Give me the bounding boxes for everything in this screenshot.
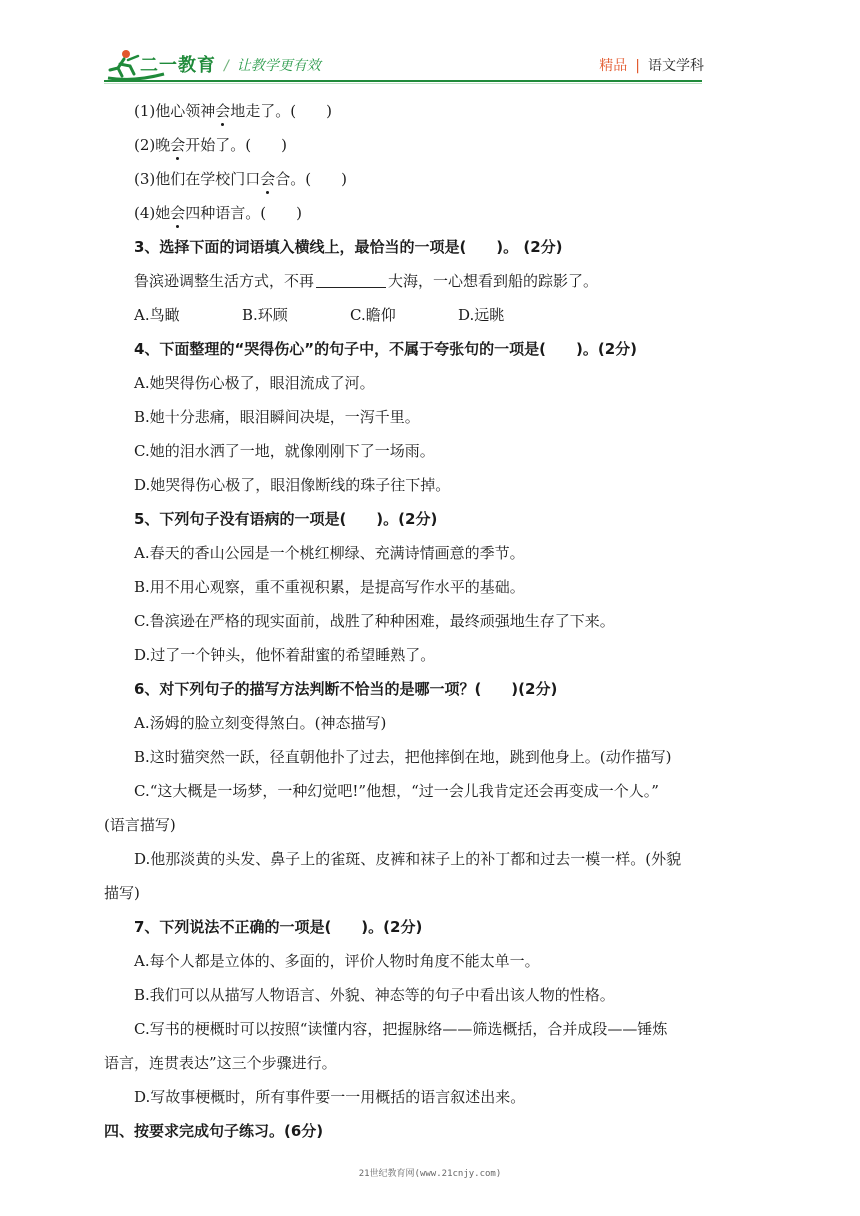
option-d: D.她哭得伤心极了，眼泪像断线的珠子往下掉。 bbox=[134, 476, 451, 494]
question-3-options bbox=[104, 298, 762, 332]
option-a: A.每个人都是立体的、多面的，评价人物时角度不能太单一。 bbox=[134, 952, 540, 970]
question-4-title: 4、下面整理的“哭得伤心”的句子中，不属于夸张句的一项是( )。(2分) bbox=[134, 340, 638, 358]
option-c: C.瞻仰 bbox=[350, 306, 396, 324]
option-c: C.写书的梗概时可以按照“读懂内容，把握脉络——筛选概括，合并成段——锤炼 bbox=[134, 1020, 668, 1038]
question-7-title: 7、下列说法不正确的一项是( )。(2分) bbox=[134, 918, 423, 936]
question-3-sentence: 鲁滨逊调整生活方式，不再 大海，一心想看到船的踪影了。 bbox=[134, 272, 599, 290]
quality-tag: 精品 bbox=[599, 58, 628, 74]
slogan: / 让教学更有效 bbox=[224, 58, 321, 74]
option-d: D.远眺 bbox=[458, 306, 505, 324]
question-3-title: 3、选择下面的词语填入横线上，最恰当的一项是( )。 (2分) bbox=[134, 238, 563, 256]
section-4-title: 四、按要求完成句子练习。(6分) bbox=[104, 1122, 324, 1140]
option-c: C.“这大概是一场梦，一种幻觉吧!”他想，“过一会儿我肯定还会再变成一个人。” bbox=[134, 782, 659, 800]
option-d: D.他那淡黄的头发、鼻子上的雀斑、皮裤和袜子上的补丁都和过去一模一样。(外貌 bbox=[134, 850, 682, 868]
option-b: B.她十分悲痛，眼泪瞬间决堤，一泻千里。 bbox=[134, 408, 420, 426]
fill-blank bbox=[316, 271, 386, 288]
option-c: C.她的泪水洒了一地，就像刚刚下了一场雨。 bbox=[134, 442, 435, 460]
option-d-continued: 描写) bbox=[104, 884, 140, 902]
question-6-title: 6、对下列句子的描写方法判断不恰当的是哪一项？( )(2分) bbox=[134, 680, 558, 698]
document-body bbox=[104, 94, 762, 1148]
option-d: D.写故事梗概时，所有事件要一一用概括的语言叙述出来。 bbox=[134, 1088, 526, 1106]
option-b: B.环顾 bbox=[242, 306, 288, 324]
option-a: A.鸟瞰 bbox=[134, 306, 180, 324]
header-rule-thin bbox=[104, 83, 702, 84]
option-d: D.过了一个钟头，他怀着甜蜜的希望睡熟了。 bbox=[134, 646, 436, 664]
option-a: A.汤姆的脸立刻变得煞白。(神态描写) bbox=[134, 714, 387, 732]
page-footer: 21世纪教育网(www.21cnjy.com) bbox=[358, 1169, 502, 1179]
list-item: (2)晚会开始了。( ) bbox=[104, 128, 762, 162]
header-tags: 精品 | 语文学科 bbox=[599, 58, 704, 74]
list-item: (4)她会四种语言。( ) bbox=[104, 196, 762, 230]
option-c: C.鲁滨逊在严格的现实面前，战胜了种种困难，最终顽强地生存了下来。 bbox=[134, 612, 615, 630]
option-c-continued: (语言描写) bbox=[104, 816, 176, 834]
option-b: B.这时猫突然一跃，径直朝他扑了过去，把他摔倒在地，跳到他身上。(动作描写) bbox=[134, 748, 672, 766]
option-c-continued: 语言，连贯表达”这三个步骤进行。 bbox=[104, 1054, 337, 1072]
brand-name: 二一教育 bbox=[140, 55, 216, 76]
question-5-title: 5、下列句子没有语病的一项是( )。(2分) bbox=[134, 510, 438, 528]
list-item: (1)他心领神会地走了。( ) bbox=[104, 94, 762, 128]
list-item: (3)他们在学校门口会合。( ) bbox=[104, 162, 762, 196]
option-b: B.我们可以从描写人物语言、外貌、神态等的句子中看出该人物的性格。 bbox=[134, 986, 615, 1004]
page-header bbox=[0, 0, 860, 92]
option-b: B.用不用心观察，重不重视积累，是提高写作水平的基础。 bbox=[134, 578, 525, 596]
subject-tag: 语文学科 bbox=[648, 58, 704, 74]
header-rule bbox=[104, 80, 702, 82]
option-a: A.她哭得伤心极了，眼泪流成了河。 bbox=[134, 374, 375, 392]
option-a: A.春天的香山公园是一个桃红柳绿、充满诗情画意的季节。 bbox=[134, 544, 525, 562]
